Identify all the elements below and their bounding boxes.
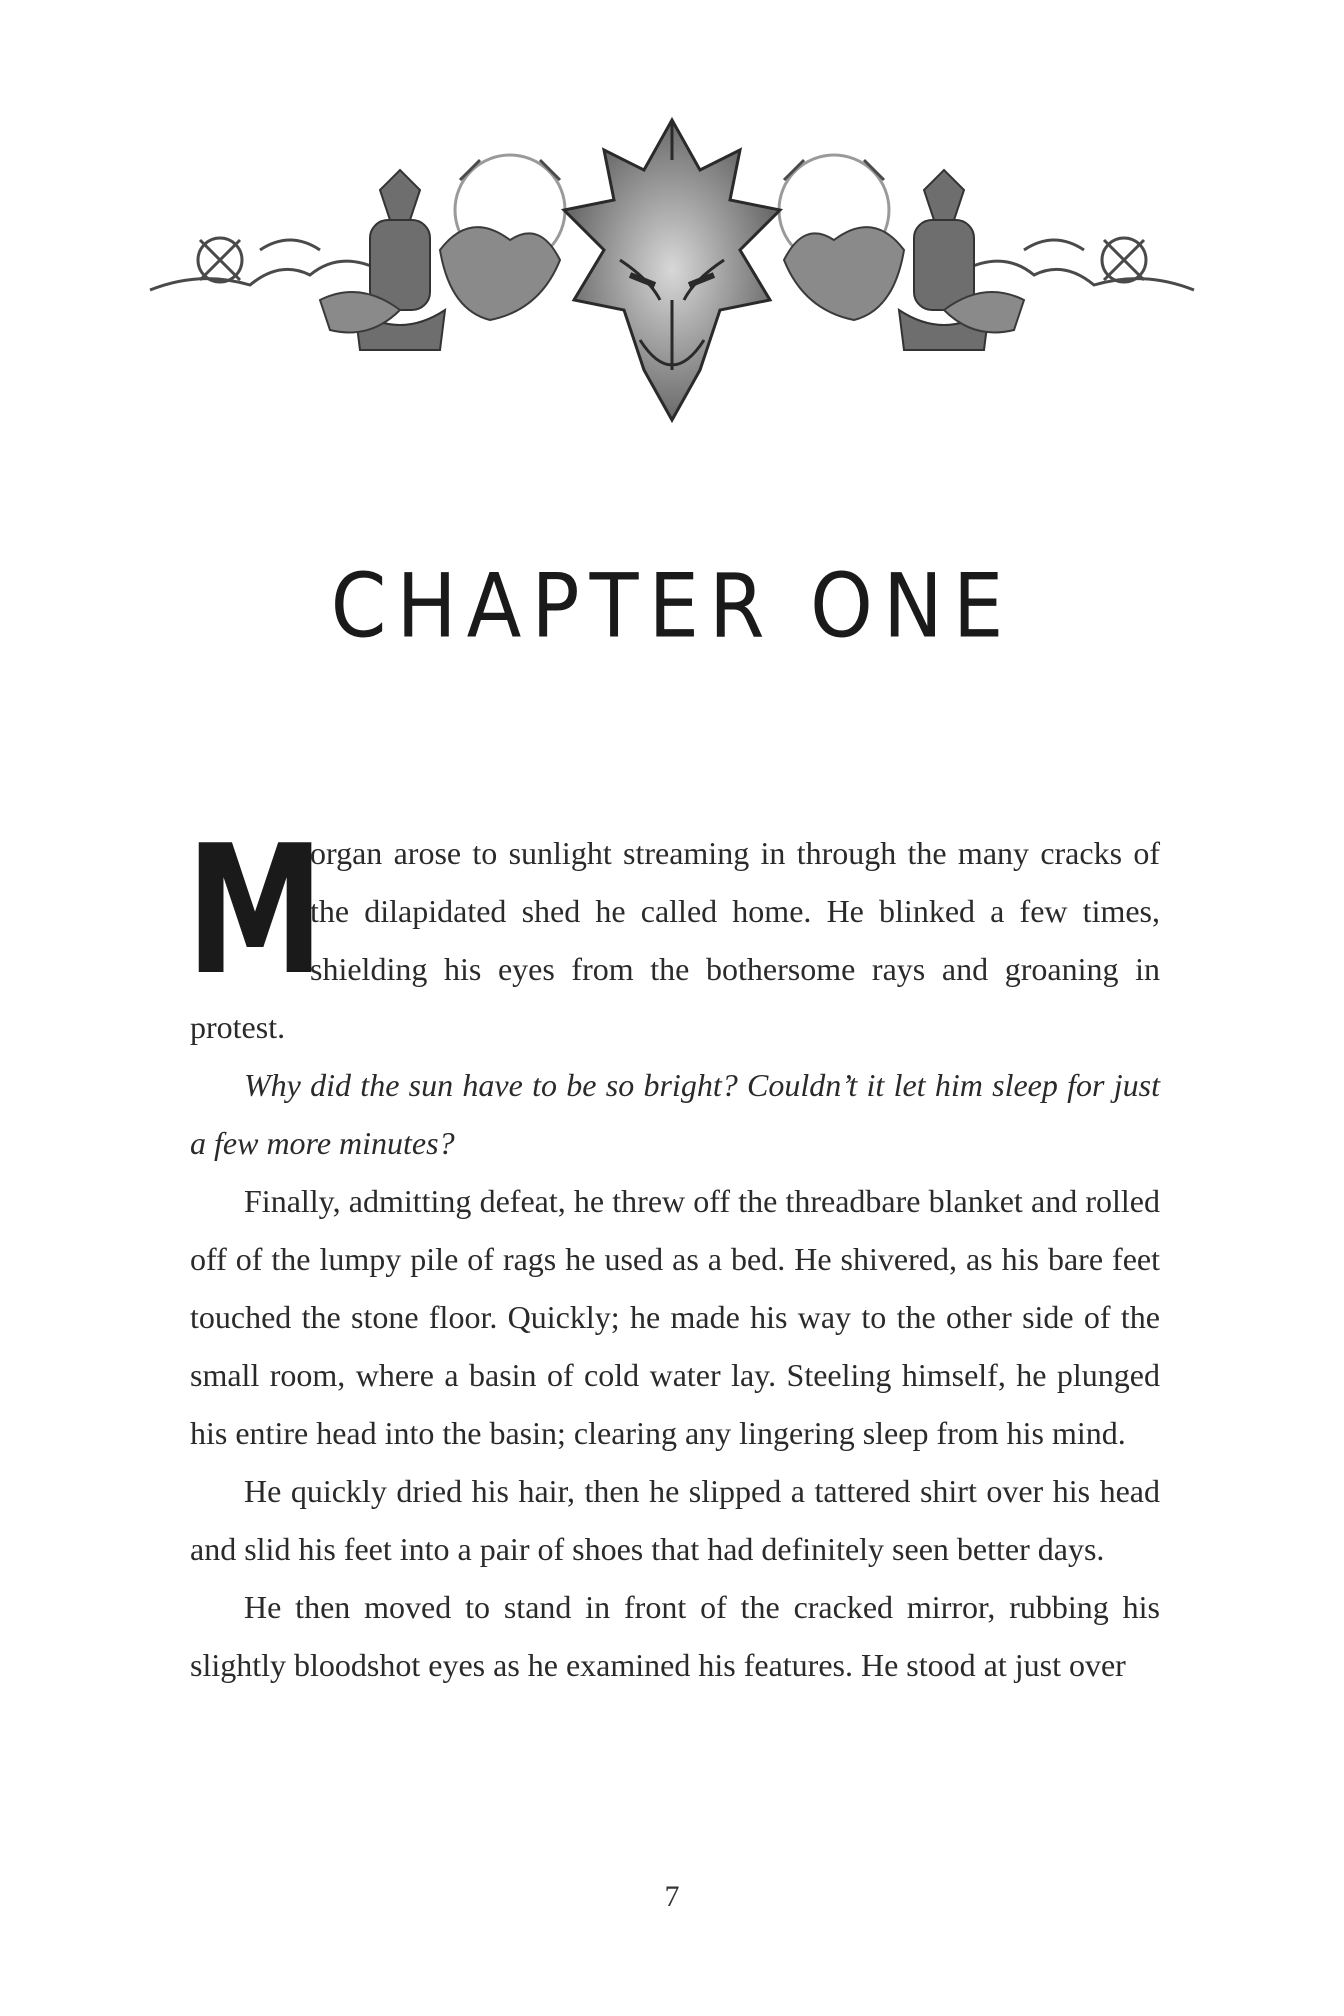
chapter-body [186, 807, 1160, 1694]
page-number: 7 [664, 1880, 680, 1913]
paragraph-inner-thought: Why did the sun have to be so bright? Couldn’t it let him sleep for just a few more minutes? [190, 1067, 1160, 1161]
paragraph: He then moved to stand in front of the cracked mirror, rubbing his slightly bloodshot eyes as he examined his features. He stood at just over [190, 1589, 1160, 1683]
dragon-crest-ornament-icon [140, 100, 1204, 430]
opening-text: organ arose to sunlight streaming in through the many cracks of the dilapidated shed he called home. He blinked a few times, shielding his eyes from the bothersome rays and groaning in protest. [190, 835, 1160, 1045]
chapter-title: CHAPTER ONE [330, 555, 1014, 658]
paragraph: He quickly dried his hair, then he slipped a tattered shirt over his head and slid his feet into a pair of shoes that had definitely seen better days. [190, 1473, 1160, 1567]
paragraph: Finally, admitting defeat, he threw off the threadbare blanket and rolled off of the lumpy pile of rags he used as a bed. He shivered, as his bare feet touched the stone floor. Quickly; he made his way to the other side of the small room, where a basin of cold water lay. Steeling himself, he plunged his entire head into the basin; clearing any lingering sleep from his mind. [190, 1183, 1160, 1451]
drop-cap: M [186, 807, 325, 1014]
paragraph-opening [186, 807, 1160, 1056]
